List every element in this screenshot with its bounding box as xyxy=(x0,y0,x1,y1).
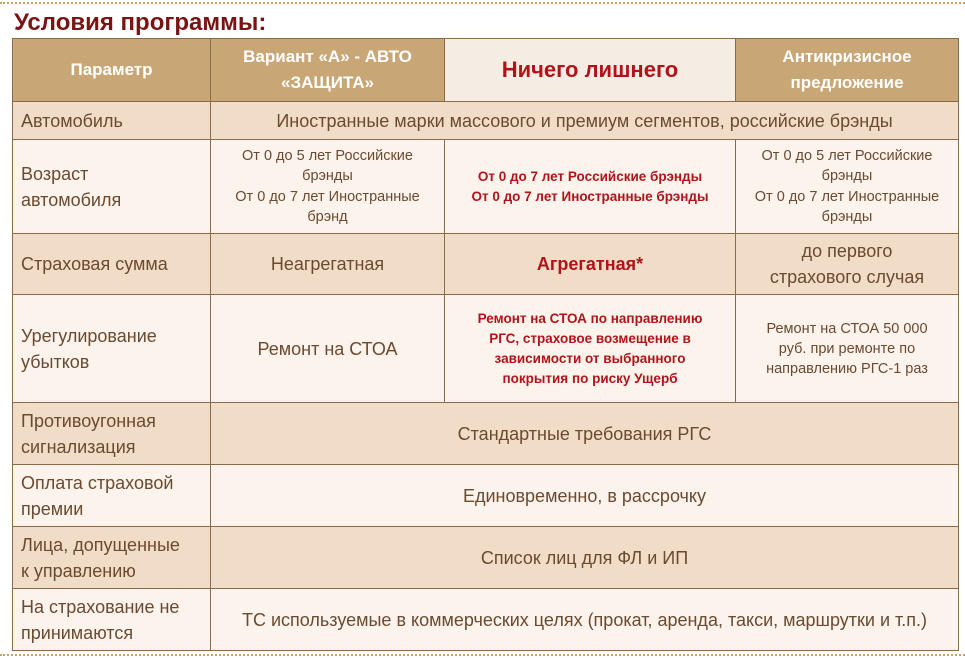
row-car-value: Иностранные марки массового и премиум сегментов, российские брэнды xyxy=(211,102,959,140)
program-terms-table xyxy=(12,38,959,651)
row-claims-variant-a: Ремонт на СТОА xyxy=(211,295,445,403)
row-payment xyxy=(13,465,959,527)
row-claims-label: Урегулирование убытков xyxy=(13,295,211,403)
row-drivers-value: Список лиц для ФЛ и ИП xyxy=(211,527,959,589)
row-alarm xyxy=(13,403,959,465)
row-car-label: Автомобиль xyxy=(13,102,211,140)
row-sum-anticrisis: до первого страхового случая xyxy=(736,234,959,295)
header-variant-a: Вариант «А» - АВТО «ЗАЩИТА» xyxy=(211,39,445,102)
row-payment-label: Оплата страховой премии xyxy=(13,465,211,527)
row-age xyxy=(13,140,959,234)
row-sum-variant-a: Неагрегатная xyxy=(211,234,445,295)
row-alarm-label: Противоугонная сигнализация xyxy=(13,403,211,465)
header-nothing-extra: Ничего лишнего xyxy=(445,39,736,102)
top-dotted-border xyxy=(0,2,965,4)
row-excluded-value: ТС используемые в коммерческих целях (прокат, аренда, такси, маршрутки и т.п.) xyxy=(211,589,959,651)
row-age-nothing-extra: От 0 до 7 лет Российские брэнды От 0 до 7 лет Иностранные брэнды xyxy=(445,140,736,234)
row-sum-nothing-extra: Агрегатная* xyxy=(445,234,736,295)
row-drivers-label: Лица, допущенные к управлению xyxy=(13,527,211,589)
row-age-label: Возраст автомобиля xyxy=(13,140,211,234)
row-excluded-label: На страхование не принимаются xyxy=(13,589,211,651)
page-title: Условия программы: xyxy=(14,9,267,36)
header-anticrisis: Антикризисное предложение xyxy=(736,39,959,102)
row-age-variant-a: От 0 до 5 лет Российские брэнды От 0 до 7 лет Иностранные брэнд xyxy=(211,140,445,234)
row-sum-label: Страховая сумма xyxy=(13,234,211,295)
row-claims-nothing-extra: Ремонт на СТОА по направлению РГС, страховое возмещение в зависимости от выбранного покрытия по риску Ущерб xyxy=(445,295,736,403)
header-param: Параметр xyxy=(13,39,211,102)
row-excluded xyxy=(13,589,959,651)
row-drivers xyxy=(13,527,959,589)
row-claims xyxy=(13,295,959,403)
row-alarm-value: Стандартные требования РГС xyxy=(211,403,959,465)
row-car xyxy=(13,102,959,140)
row-age-anticrisis: От 0 до 5 лет Российские брэнды От 0 до 7 лет Иностранные брэнды xyxy=(736,140,959,234)
header-row xyxy=(13,39,959,102)
row-claims-anticrisis: Ремонт на СТОА 50 000 руб. при ремонте по направлению РГС-1 раз xyxy=(736,295,959,403)
row-payment-value: Единовременно, в рассрочку xyxy=(211,465,959,527)
bottom-dotted-border xyxy=(0,654,965,656)
row-sum xyxy=(13,234,959,295)
